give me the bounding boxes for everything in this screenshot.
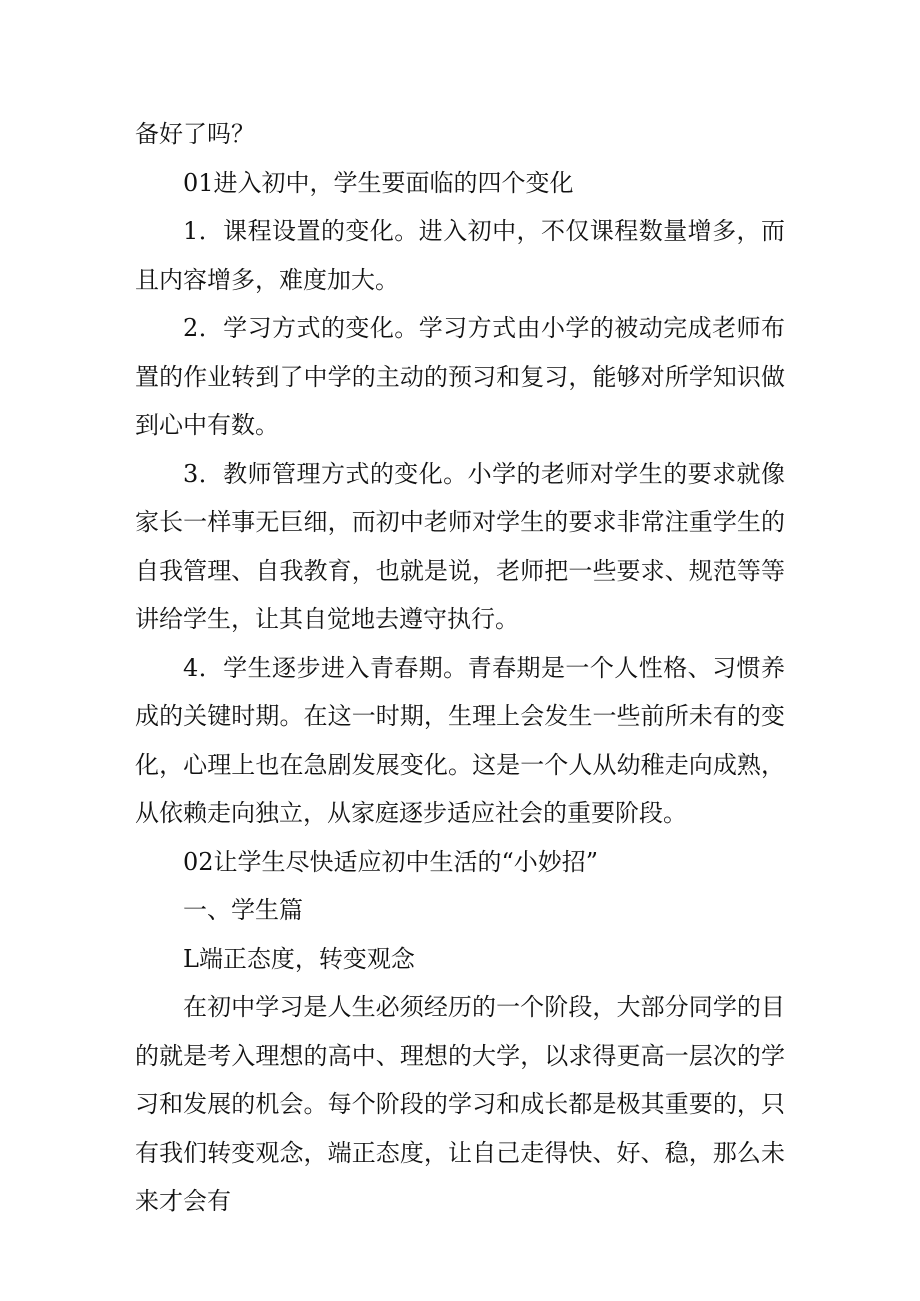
section-heading-02: 02让学生尽快适应初中生活的“小妙招” bbox=[183, 847, 599, 876]
paragraph-continuation: 备好了吗？ bbox=[135, 120, 255, 148]
section-heading-01: 01进入初中，学生要面临的四个变化 bbox=[183, 168, 574, 197]
paragraph-change-4: 4．学生逐步进入青春期。青春期是一个人性格、习惯养成的关键时期。在这一时期，生理上会发生一些前所未有的变化，心理上也在急剧发展变化。这是一个人从幼稚走向成熟，从依赖走向独立，从家庭逐步适应社会的重要阶段。 bbox=[135, 653, 785, 827]
subheading-students: 一、学生篇 bbox=[183, 896, 303, 924]
subheading-attitude: L端正态度，转变观念 bbox=[183, 944, 415, 973]
paragraph-attitude: 在初中学习是人生必须经历的一个阶段，大部分同学的目的就是考入理想的高中、理想的大学，以求得更高一层次的学习和发展的机会。每个阶段的学习和成长都是极其重要的，只有我们转变观念，端正态度，让自己走得快、好、稳，那么未来才会有 bbox=[135, 993, 785, 1215]
document-body bbox=[135, 110, 785, 1226]
paragraph-change-3: 3．教师管理方式的变化。小学的老师对学生的要求就像家长一样事无巨细，而初中老师对学生的要求非常注重学生的自我管理、自我教育，也就是说，老师把一些要求、规范等等讲给学生，让其自觉地去遵守执行。 bbox=[135, 459, 785, 633]
paragraph-change-2: 2．学习方式的变化。学习方式由小学的被动完成老师布置的作业转到了中学的主动的预习和复习，能够对所学知识做到心中有数。 bbox=[135, 314, 785, 439]
paragraph-change-1: 1．课程设置的变化。进入初中，不仅课程数量增多，而且内容增多，难度加大。 bbox=[135, 217, 785, 294]
